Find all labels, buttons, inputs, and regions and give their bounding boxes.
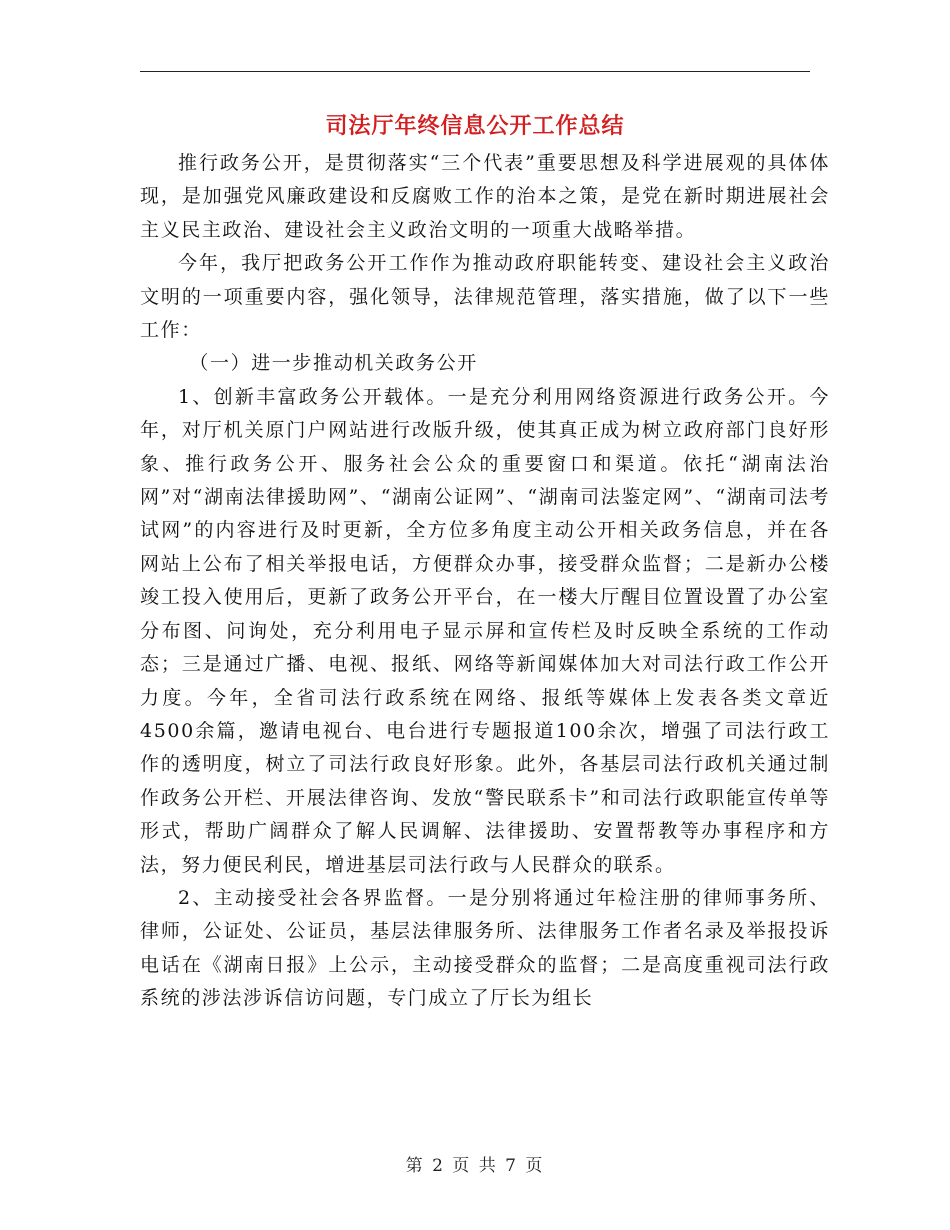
document-title: 司法厅年终信息公开工作总结 [325,113,625,139]
paragraph-intro: 推行政务公开，是贯彻落实“三个代表”重要思想及科学进展观的具体体现，是加强党风廉政建设和反腐败工作的治本之策，是党在新时期进展社会主义民主政治、建设社会主义政治文明的一项重大战略举措。 [140,152,830,241]
page-number-footer: 第 2 页 共 7 页 [405,1156,545,1176]
paragraph-this-year: 今年，我厅把政务公开工作作为推动政府职能转变、建设社会主义政治文明的一项重要内容，强化领导，法律规范管理，落实措施，做了以下一些工作： [140,252,830,342]
section-heading-1: （一）进一步推动机关政务公开 [189,352,478,375]
document-body [140,147,830,1016]
paragraph-item-1: 1、创新丰富政务公开载体。一是充分利用网络资源进行政务公开。今年，对厅机关原门户网站进行改版升级，使其真正成为树立政府部门良好形象、推行政务公开、服务社会公众的重要窗口和渠道。依托“湖南法治网”对“湖南法律援助网”、“湖南公证网”、“湖南司法鉴定网”、“湖南司法考试网”的内容进行及时更新，全方位多角度主动公开相关政务信息，并在各网站上公布了相关举报电话，方便群众办事，接受群众监督；二是新办公楼竣工投入使用后，更新了政务公开平台，在一楼大厅醒目位置设置了办公室分布图、问询处，充分利用电子显示屏和宣传栏及时反映全系统的工作动态；三是通过广播、电视、报纸、网络等新闻媒体加大对司法行政工作公开力度。今年，全省司法行政系统在网络、报纸等媒体上发表各类文章近4500余篇，邀请电视台、电台进行专题报道100余次，增强了司法行政工作的透明度，树立了司法行政良好形象。此外，各基层司法行政机关通过制作政务公开栏、开展法律咨询、发放“警民联系卡”和司法行政职能宣传单等形式，帮助广阔群众了解人民调解、法律援助、安置帮教等办事程序和方法，努力便民利民，增进基层司法行政与人民群众的联系。 [140,385,830,876]
paragraph-item-2: 2、主动接受社会各界监督。一是分别将通过年检注册的律师事务所、律师，公证处、公证员，基层法律服务所、法律服务工作者名录及举报投诉电话在《湖南日报》上公示，主动接受群众的监督；二是高度重视司法行政系统的涉法涉诉信访问题，专门成立了厅长为组长 [140,886,830,1010]
header-rule [140,71,810,72]
